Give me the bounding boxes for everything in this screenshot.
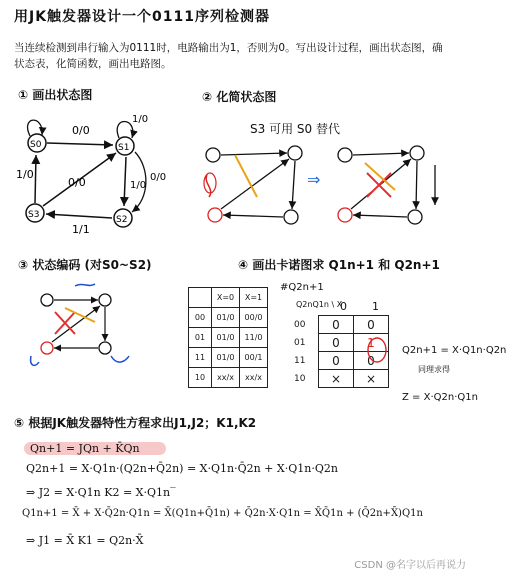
table-cell: 01/0: [212, 348, 240, 368]
arrow-to-next: ⇒: [307, 170, 321, 189]
edge-label-4: 1/0: [130, 180, 147, 191]
section-1-heading: ① 画出状态图: [18, 88, 93, 102]
edge-label-7: 1/0: [132, 114, 149, 125]
equation-j2-k2: ⇒ J2 = X·Q1n K2 = X·Q1n‾: [26, 486, 176, 499]
kmap-group-circle: [360, 336, 400, 366]
section-2-note: S3 可用 S0 替代: [250, 122, 340, 136]
edge-label-1: 0/0: [72, 124, 90, 137]
reduced-diagram-left: [204, 146, 302, 224]
kmap-corner: Q2nQ1n \ X: [296, 300, 343, 309]
state-s3-label: S3: [28, 210, 40, 220]
kmap-row-label: 01: [294, 337, 306, 348]
kmap-note: 同理求得: [418, 365, 450, 374]
kmap-result-2: Z = X·Q2n·Q1n: [402, 392, 478, 403]
table-cell: 01/0: [212, 328, 240, 348]
table-row: 01: [189, 328, 212, 348]
state-diagram-1: [10, 108, 180, 238]
equation-j1-k1: ⇒ J1 = X̄ K1 = Q2n·X̄: [26, 534, 144, 547]
kmap-result: Q2n+1 = X·Q1n·Q2n: [402, 345, 506, 356]
kmap-cell: 0: [319, 334, 354, 352]
requirement-line-2: 状态表，化简函数，画出电路图。: [14, 58, 172, 70]
requirement-line-1: 当连续检测到串行输入为0111时，电路输出为1，否则为0。写出设计过程，画出状态图，确: [14, 42, 443, 54]
kmap-row-label: 11: [294, 355, 306, 366]
equation-q1: Q1n+1 = X̄ + X·Q̄2n·Q1n = X̄(Q1n+Q̄1n) + Q̄2n·X·Q1n = X̄Q̄1n + (Q̄2n+X̄)Q1n: [22, 508, 423, 519]
section-5-heading: ⑤ 根据JK触发器特性方程求出J1,J2；K1,K2: [14, 416, 257, 430]
encoded-state-diagram: [25, 282, 145, 372]
kmap-row-label: 10: [294, 373, 306, 384]
section-2-heading: ② 化简状态图: [202, 90, 277, 104]
page-title: 用JK触发器设计一个0111序列检测器: [14, 9, 271, 25]
kmap-cell: 0: [354, 352, 389, 370]
section-4-heading: ④ 画出卡诺图求 Q1n+1 和 Q2n+1: [238, 258, 440, 272]
edge-label-6: 0/0: [68, 176, 86, 189]
kmap-cell: 0: [319, 352, 354, 370]
kmap-title: #Q2n+1: [280, 282, 324, 293]
watermark: CSDN @名字以后再说力: [354, 560, 466, 571]
reduced-diagram-right: [338, 146, 435, 224]
table-row: 10: [189, 368, 212, 388]
characteristic-equation: Qn+1 = JQn + K̄Qn: [30, 442, 140, 455]
state-table-header-x0: X=0: [212, 288, 240, 308]
kmap-cell: 0: [319, 316, 354, 334]
section-3-heading: ③ 状态编码 (对S0~S2): [18, 258, 152, 272]
edge-label-3: 0/0: [150, 172, 167, 183]
reduced-state-diagrams: [195, 135, 465, 235]
kmap-col-0: 0: [340, 300, 347, 313]
state-table-corner: [189, 288, 212, 308]
kmap-cell: 0: [354, 316, 389, 334]
table-row: 00: [189, 308, 212, 328]
table-row: 11: [189, 348, 212, 368]
state-s0-label: S0: [30, 140, 42, 150]
table-cell: 01/0: [212, 308, 240, 328]
table-cell: 00/0: [240, 308, 268, 328]
table-cell: xx/x: [240, 368, 268, 388]
kmap-cell: ×: [319, 370, 354, 388]
table-cell: 00/1: [240, 348, 268, 368]
kmap-cell: ×: [354, 370, 389, 388]
state-table: [188, 287, 268, 388]
equation-q2: Q2n+1 = X·Q1n·(Q2n+Q̄2n) = X·Q1n·Q̄2n + X·Q1n·Q2n: [26, 462, 338, 475]
kmap-row-label: 00: [294, 319, 306, 330]
state-table-header-x1: X=1: [240, 288, 268, 308]
state-s1-label: S1: [118, 143, 130, 153]
kmap-cell-circled: 1: [354, 334, 389, 352]
state-s2-label: S2: [116, 215, 128, 225]
table-cell: xx/x: [212, 368, 240, 388]
table-cell: 11/0: [240, 328, 268, 348]
kmap-col-1: 1: [372, 300, 379, 313]
edge-label-2: 1/0: [16, 168, 34, 181]
edge-label-5: 1/1: [72, 223, 90, 236]
